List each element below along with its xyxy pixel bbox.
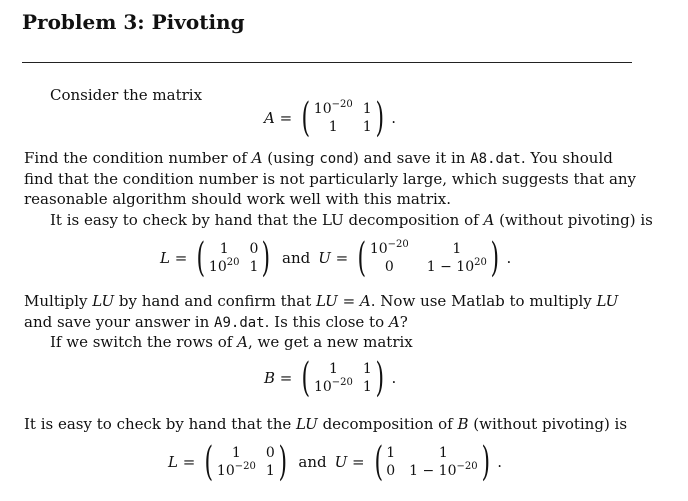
matrix-cell: 1 [438, 445, 448, 461]
matrix-cell: 1 [362, 361, 372, 377]
matrix-cell: 1 [452, 241, 462, 257]
matrix-cell: 1 [231, 445, 241, 461]
and-word: and [282, 249, 311, 267]
period: . [497, 453, 502, 471]
matrix-cell: $10^{20}$ [208, 257, 240, 275]
matrix-cell: 1 [362, 119, 372, 135]
matrix-b-equation [264, 355, 397, 401]
u-label: U = [334, 453, 365, 471]
and-word: and [298, 453, 327, 471]
matrix-l [209, 240, 258, 276]
right-paren: ) [278, 439, 287, 485]
lu-intro-paragraph: It is easy to check by hand that the LU decomposition of A (without pivoting) is [50, 211, 653, 229]
left-paren: ( [301, 95, 311, 141]
matrix-cell: $1 - 10^{20}$ [426, 257, 487, 275]
switch-rows-paragraph: If we switch the rows of A, we get a new matrix [50, 333, 413, 351]
matrix-cell: 0 [386, 463, 396, 479]
multiply-paragraph-line-1: Multiply LU by hand and confirm that LU = A. Now use Matlab to multiply LU [24, 292, 619, 310]
intro-paragraph: Consider the matrix [50, 86, 203, 104]
left-paren: ( [374, 439, 383, 485]
code-cond: cond [319, 151, 354, 167]
period: . [506, 249, 512, 267]
period: . [391, 109, 397, 127]
u-label: U = [318, 249, 349, 267]
right-paren: ) [261, 235, 271, 281]
l-label: L = [160, 249, 188, 267]
matrix-cell: $10^{-20}$ [216, 461, 256, 479]
condition-paragraph-line-2: find that the condition number is not particularly large, which suggests that any [24, 170, 637, 188]
matrix-cell: 0 [265, 445, 275, 461]
lu-equation-a [160, 235, 512, 281]
matrix-cell: 1 [249, 259, 259, 275]
filename-a9: A9.dat [214, 315, 265, 331]
matrix-b [314, 360, 372, 396]
matrix-cell: 1 [362, 101, 372, 117]
matrix-cell: 1 [328, 119, 338, 135]
left-paren: ( [357, 235, 367, 281]
condition-paragraph-line-3: reasonable algorithm should work well with this matrix. [24, 190, 452, 208]
left-paren: ( [196, 235, 206, 281]
l-label: L = [168, 453, 196, 471]
matrix-b-label: B = [264, 369, 293, 387]
left-paren: ( [301, 355, 311, 401]
period: . [391, 369, 397, 387]
matrix-cell: 1 [386, 445, 396, 461]
matrix-a-equation [264, 95, 397, 141]
matrix-cell: 1 [219, 241, 229, 257]
right-paren: ) [375, 95, 384, 141]
matrix-cell: $10^{-20}$ [313, 377, 353, 395]
title-divider [22, 62, 632, 63]
matrix-cell: 1 [265, 463, 275, 479]
right-paren: ) [481, 439, 490, 485]
matrix-cell: 1 [362, 379, 372, 395]
lu-equation-b [168, 439, 502, 485]
matrix-cell: 1 [328, 361, 338, 377]
matrix-cell: $10^{-20}$ [313, 99, 353, 117]
matrix-a [314, 100, 372, 136]
condition-paragraph-line-1: Find the condition number of A (using cond) and save it in A8.dat. You should [24, 149, 613, 167]
matrix-u [386, 444, 477, 480]
right-paren: ) [490, 235, 499, 281]
matrix-l [217, 444, 275, 480]
problem-title: Problem 3: Pivoting [22, 10, 245, 34]
matrix-cell: $10^{-20}$ [369, 239, 409, 257]
filename-a8: A8.dat [470, 151, 521, 167]
lu-b-intro-paragraph: It is easy to check by hand that the LU decomposition of B (without pivoting) is [24, 415, 628, 433]
matrix-cell: $1 - 10^{-20}$ [409, 461, 478, 479]
multiply-paragraph-line-2: and save your answer in A9.dat. Is this close to A? [24, 313, 408, 331]
matrix-a-label: A = [264, 109, 293, 127]
left-paren: ( [204, 439, 214, 485]
matrix-u [370, 240, 487, 276]
matrix-cell: 0 [384, 259, 394, 275]
matrix-cell: 0 [249, 241, 259, 257]
right-paren: ) [375, 355, 384, 401]
